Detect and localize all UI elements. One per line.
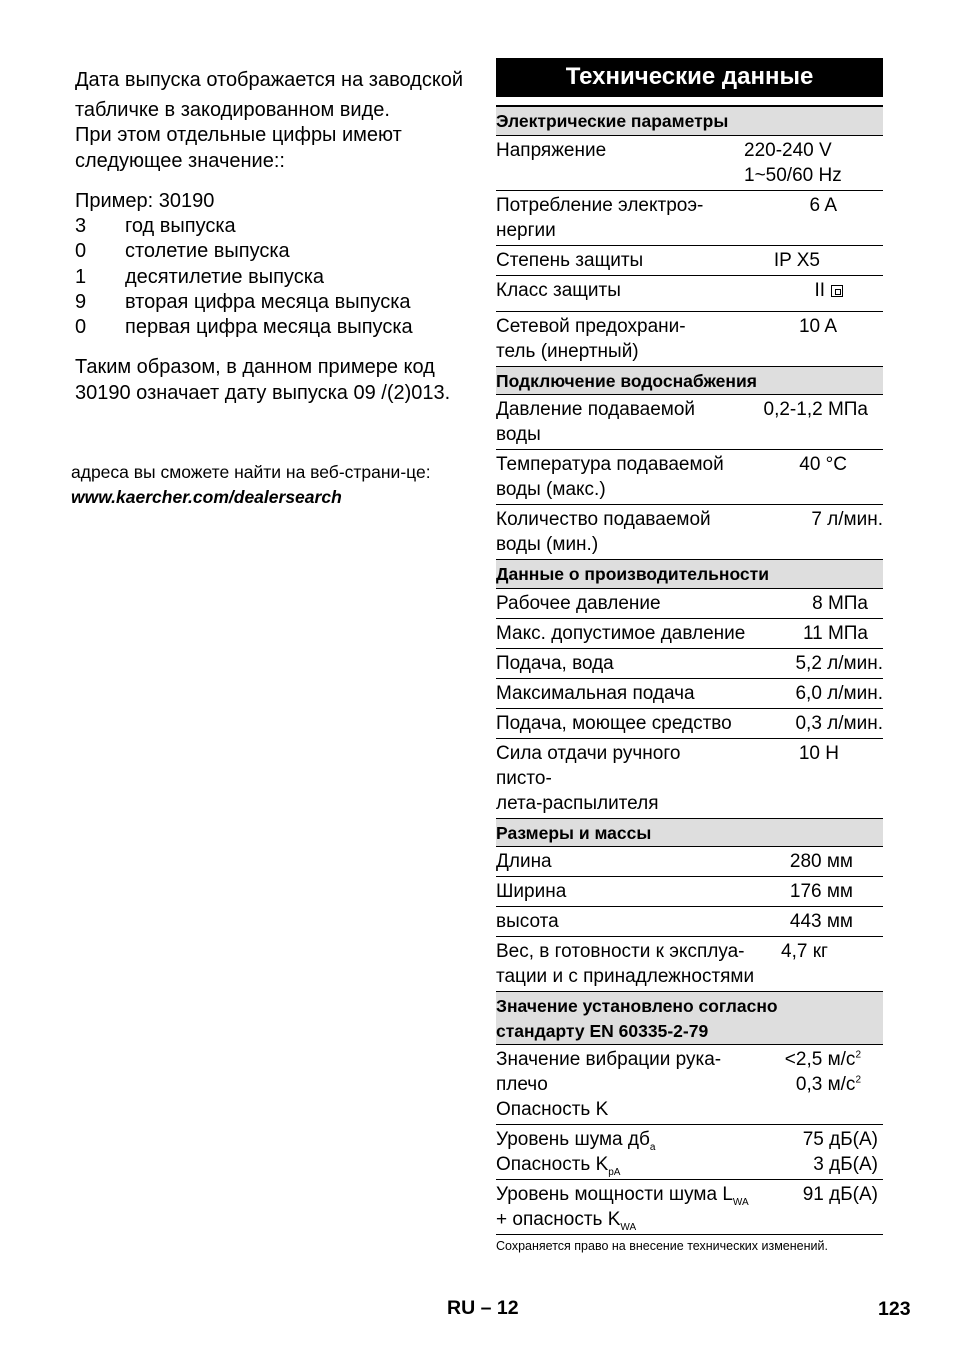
code-digit: 9 bbox=[75, 290, 87, 313]
table-row bbox=[496, 589, 883, 619]
list-item bbox=[75, 265, 465, 290]
row-value: 0,2-1,2 МПа bbox=[763, 399, 868, 420]
table-row bbox=[496, 877, 883, 907]
row-label: Длина bbox=[496, 851, 552, 872]
code-digit: 0 bbox=[75, 240, 87, 263]
dealer-search-link[interactable]: www.kaercher.com/dealersearch bbox=[71, 487, 342, 507]
table-row bbox=[496, 847, 883, 877]
row-label: Количество подаваемой воды (мин.) bbox=[496, 509, 711, 555]
row-label: Потребление электроэ- нергии bbox=[496, 194, 704, 241]
protection-class-ii-icon bbox=[831, 285, 843, 297]
row-label: Степень защиты bbox=[496, 249, 644, 271]
row-value: 10 A bbox=[798, 315, 837, 337]
dealer-address-block bbox=[71, 460, 466, 510]
row-value: 176 мм bbox=[789, 881, 853, 902]
row-label: Ширина bbox=[496, 881, 567, 902]
table-row bbox=[496, 739, 883, 819]
table-row bbox=[496, 1180, 883, 1235]
table-row bbox=[496, 907, 883, 937]
row-value: 220-240 V 1~50/60 Hz bbox=[744, 139, 842, 186]
page-label: RU – 12 bbox=[447, 1297, 519, 1319]
technical-data-table bbox=[496, 107, 883, 1235]
left-column bbox=[75, 66, 465, 406]
code-meaning: первая цифра месяца выпуска bbox=[125, 316, 413, 339]
section-heading: Значение установлено согласно стандарту EN 60335-2-79 bbox=[496, 992, 883, 1045]
table-row bbox=[496, 312, 883, 367]
code-digit: 3 bbox=[75, 215, 87, 237]
table-row bbox=[496, 276, 883, 312]
row-value: 91 дБ(A) bbox=[802, 1184, 878, 1205]
divider bbox=[496, 97, 883, 107]
date-code-explanation: При этом отдельные цифры имеют следующее значение:: bbox=[75, 124, 402, 172]
row-label: Подача, вода bbox=[496, 652, 614, 674]
row-label: Максимальная подача bbox=[496, 682, 695, 704]
section-heading: Данные о производительности bbox=[496, 560, 883, 589]
table-row bbox=[496, 937, 883, 992]
code-meaning: вторая цифра месяца выпуска bbox=[125, 290, 411, 313]
row-value: 11 МПа bbox=[802, 622, 868, 644]
row-label: Рабочее давление bbox=[496, 592, 661, 614]
row-label: Температура подаваемой воды (макс.) bbox=[496, 454, 724, 500]
row-label: Макс. допустимое давление bbox=[496, 622, 746, 644]
technical-data-column bbox=[496, 58, 883, 1253]
list-item bbox=[75, 239, 465, 264]
row-value: 40 °C bbox=[799, 454, 847, 475]
row-label: Напряжение bbox=[496, 139, 607, 161]
row-label: Класс защиты bbox=[496, 279, 621, 301]
row-value: 6 A bbox=[809, 194, 837, 216]
table-row bbox=[496, 1045, 883, 1125]
example-heading: Пример: 30190 bbox=[75, 190, 215, 212]
table-row bbox=[496, 395, 883, 450]
table-row bbox=[496, 191, 883, 246]
row-value: 10 Н bbox=[798, 742, 839, 764]
table-row bbox=[496, 246, 883, 276]
row-label: Сила отдачи ручного писто- лета-распылителя bbox=[496, 742, 681, 814]
row-value: 6,0 л/мин. bbox=[795, 682, 883, 704]
table-row bbox=[496, 136, 883, 191]
table-row bbox=[496, 649, 883, 679]
section-heading: Подключение водоснабжения bbox=[496, 367, 883, 396]
table-row bbox=[496, 1125, 883, 1180]
code-digit: 1 bbox=[75, 265, 87, 288]
code-meaning: столетие выпуска bbox=[125, 240, 290, 263]
row-label: Значение вибрации рука- плечо Опасность K bbox=[496, 1049, 722, 1120]
code-digit: 0 bbox=[75, 316, 87, 339]
page-title: Технические данные bbox=[496, 58, 883, 97]
list-item bbox=[75, 290, 465, 315]
row-value: 4,7 кг bbox=[781, 941, 828, 962]
row-value: 5,2 л/мин. bbox=[795, 652, 883, 674]
row-value: <2,5 $м/с^2$ 0,3 $м/с^2$ bbox=[784, 1049, 861, 1095]
row-label: Уровень мощности шума $L_{WA}$ + опасность $K_{WA}$ bbox=[496, 1184, 749, 1233]
table-row bbox=[496, 619, 883, 649]
row-value: 8 МПа bbox=[812, 592, 868, 614]
table-row bbox=[496, 450, 883, 505]
footnote: Сохраняется право на внесение технических изменений. bbox=[496, 1239, 828, 1253]
row-value: II bbox=[741, 278, 883, 303]
table-row bbox=[496, 505, 883, 560]
row-label: Вес, в готовности к эксплуа- тации и с принадлежностями bbox=[496, 941, 755, 987]
list-item bbox=[75, 214, 465, 239]
date-code-intro: Дата выпуска отображается на заводской табличке в закодированном виде. bbox=[75, 69, 464, 121]
row-value: 75 дБ(A) 3 дБ(A) bbox=[802, 1129, 878, 1175]
page-number: 123 bbox=[878, 1298, 911, 1320]
row-value: 7 л/мин. bbox=[811, 509, 883, 530]
row-label: Подача, моющее средство bbox=[496, 712, 732, 734]
row-label: Уровень шума $дб_a$ Опасность $K_{pA}$ bbox=[496, 1129, 656, 1178]
example-summary: Таким образом, в данном примере код 30190 означает дату выпуска 09 /(2)013. bbox=[75, 356, 451, 404]
row-label: Давление подаваемой воды bbox=[496, 399, 696, 445]
row-value: 443 мм bbox=[789, 911, 853, 932]
code-meaning: год выпуска bbox=[125, 215, 236, 237]
row-value: 280 мм bbox=[789, 851, 853, 872]
row-value: 0,3 л/мин. bbox=[795, 712, 883, 734]
section-heading: Электрические параметры bbox=[496, 107, 883, 136]
code-meaning: десятилетие выпуска bbox=[125, 265, 325, 288]
list-item bbox=[75, 315, 465, 340]
row-label: высота bbox=[496, 911, 559, 932]
table-row bbox=[496, 679, 883, 709]
row-label: Сетевой предохрани- тель (инертный) bbox=[496, 315, 686, 362]
table-row bbox=[496, 709, 883, 739]
section-heading: Размеры и массы bbox=[496, 819, 883, 848]
row-value: IP X5 bbox=[773, 249, 820, 271]
code-digit-list bbox=[75, 214, 465, 340]
address-note: адреса вы сможете найти на веб-страни-це: bbox=[71, 462, 431, 482]
